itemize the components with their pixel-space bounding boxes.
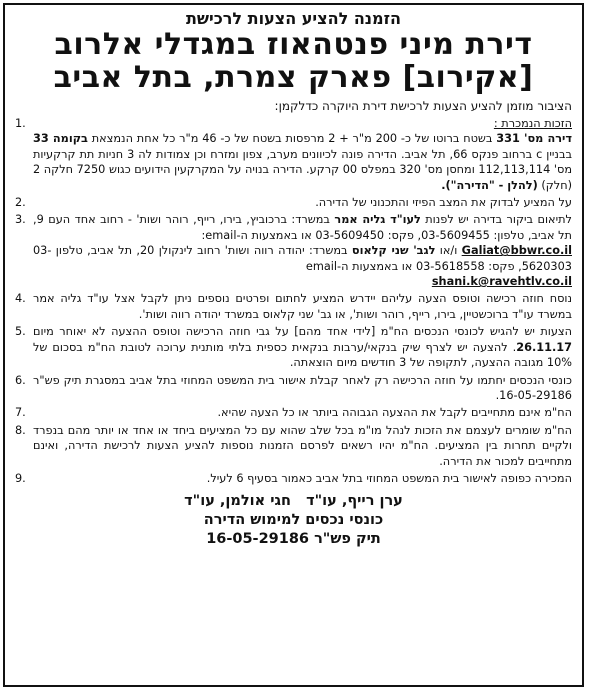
contact-name-2: לגב' שני קלאוס [351, 244, 436, 258]
item-number: 6. [15, 373, 26, 387]
signature-block [15, 492, 572, 549]
item-number: 5. [15, 325, 26, 339]
item-number: 3. [15, 213, 26, 227]
list-item [15, 471, 572, 486]
email-link-1[interactable]: Galiat@bbwr.co.il [461, 244, 572, 258]
item-text: כונסי הנכסים יחתמו על חוזה הרכישה רק לאחר קבלת אישור בית המשפט המחוזי בתל אביב במסגרת תיק פש"ר 16-05-29186. [33, 373, 572, 402]
item-number: 2. [15, 196, 26, 210]
hereinafter-label: (להלן - "הדירה"). [441, 178, 538, 192]
item-number: 7. [15, 406, 26, 420]
title-line-2: [אקירוב] פארק צמרת, בתל אביב [53, 60, 534, 95]
item-text: הח"מ שומרים לעצמם את הזכות לנהל מו"מ בכל שלב שהוא עם כל המציעים ביחד או אחד או יותר מהם בנפרד ולקיים תחרות בין המציעים. הח"מ יהיו רשאים לפרסם הזמנות נוספות להציע הצעות לרכישת הדירה, ואינם מתחייבים למכור את הדירה. [33, 423, 572, 468]
list-item [15, 423, 572, 469]
list-item [15, 212, 572, 289]
signatory-names: ערן רייף, עו"ד חגי אולמן, עו"ד [184, 493, 403, 510]
item-text: בבניין c ברחוב פנקס 66, תל אביב. הדירה פונה לכיוונים מערב, צפון ומזרח וכן צמודות לה 3 חניות תת קרקעיות מס' 112,113,114 ומחסן מס' 320 במפלס 00 קרקע. הדירה בנויה על המקרקעין הידועים כגוש 7250 חלקה 2 (חלק) [33, 147, 573, 192]
item-text: בשטח ברוטו של כ- 200 מ"ר + 2 מרפסות בשטח של כ- 46 מ"ר כל אחת הנמצאת [87, 132, 497, 146]
item-text: במשרד: יהודה רווה ושות' רחוב לינקולן 20, תל אביב, טלפון 03-5620303, פקס: 03-5618558 או באמצעות ה-email [33, 244, 572, 273]
list-item [15, 195, 572, 210]
item-text: . להצעה יש לצרף שיק בנקאי/ערבות בנקאית כספית בלתי מותנית ערוכה לטובת הח"מ בסכום של 10% מגובה ההצעה, לתקופה של 3 חודשים מיום הוצאתה. [33, 340, 572, 370]
item-text: על המציע לבדוק את המצב הפיזי והתכנוני של הדירה. [315, 196, 572, 210]
item-subheading: הזכות הנמכרת : [493, 117, 572, 130]
list-item [15, 324, 572, 370]
deadline-date: 26.11.17 [516, 340, 572, 354]
item-number: 9. [15, 471, 26, 485]
advertisement-frame [3, 3, 584, 687]
item-text: במשרד: ברכוביץ, בירו, רייף, רוהר ושות' - רחוב אחד העם 9, תל אביב, טלפון: 03-5609455, פקס: 03-5609450 או באמצעות ה-email: [33, 213, 572, 242]
contact-name-1: לעו"ד גליה אמר [334, 213, 421, 227]
item-number: 8. [15, 423, 26, 437]
list-item [15, 373, 572, 404]
item-text: ו/או [435, 244, 462, 258]
item-text: הח"מ אינם מתחייבים לקבל את ההצעה הגבוהה ביותר או כל הצעה שהיא. [217, 406, 572, 420]
list-item [15, 405, 572, 420]
list-item [15, 291, 572, 322]
item-text: נוסח חוזה רכישה וטופס הצעה עליהם יידרש המציע לחתום ופרטים נוספים ניתן לקבל אצל עו"ד גליה אמר במשרד עו"ד ברוכשטיין, בירו, רייף, רוהר ושות', או גב' שני קלאוס במשרד יהודה רווה ושות'. [33, 292, 572, 321]
item-number: 1. [15, 117, 26, 130]
item-text: המכירה כפופה לאישור בית המשפט המחוזי בתל אביב כאמור בסעיף 6 לעיל. [206, 471, 572, 485]
case-number: תיק פש"ר 16-05-29186 [206, 531, 381, 548]
floor-number: בקומה 33 [33, 132, 88, 146]
invitation-heading: הזמנה להציע הצעות לרכישת [185, 9, 402, 28]
item-number: 4. [15, 292, 26, 306]
email-link-2[interactable]: shani.k@ravehtlv.co.il [431, 275, 572, 289]
list-item [15, 116, 572, 193]
apartment-number: דירה מס' 331 [496, 132, 572, 146]
item-text: הצעות יש להגיש לכונסי הנכסים הח"מ [לידי אחד מהם] על גבי חוזה הרכישה וטופס ההצעה לא יאוחר מיום [33, 325, 572, 339]
title-line-1: דירת מיני פנטהאוז במגדלי אלרוב [54, 27, 533, 62]
terms-list [15, 116, 572, 486]
signatory-role: כונסי נכסים למימוש הדירה [203, 512, 384, 529]
item-text: לתיאום ביקור בדירה יש לפנות [420, 213, 572, 227]
intro-text: הציבור מוזמן להציע הצעות לרכישת דירת היוקרה כדלקמן: [274, 99, 572, 113]
